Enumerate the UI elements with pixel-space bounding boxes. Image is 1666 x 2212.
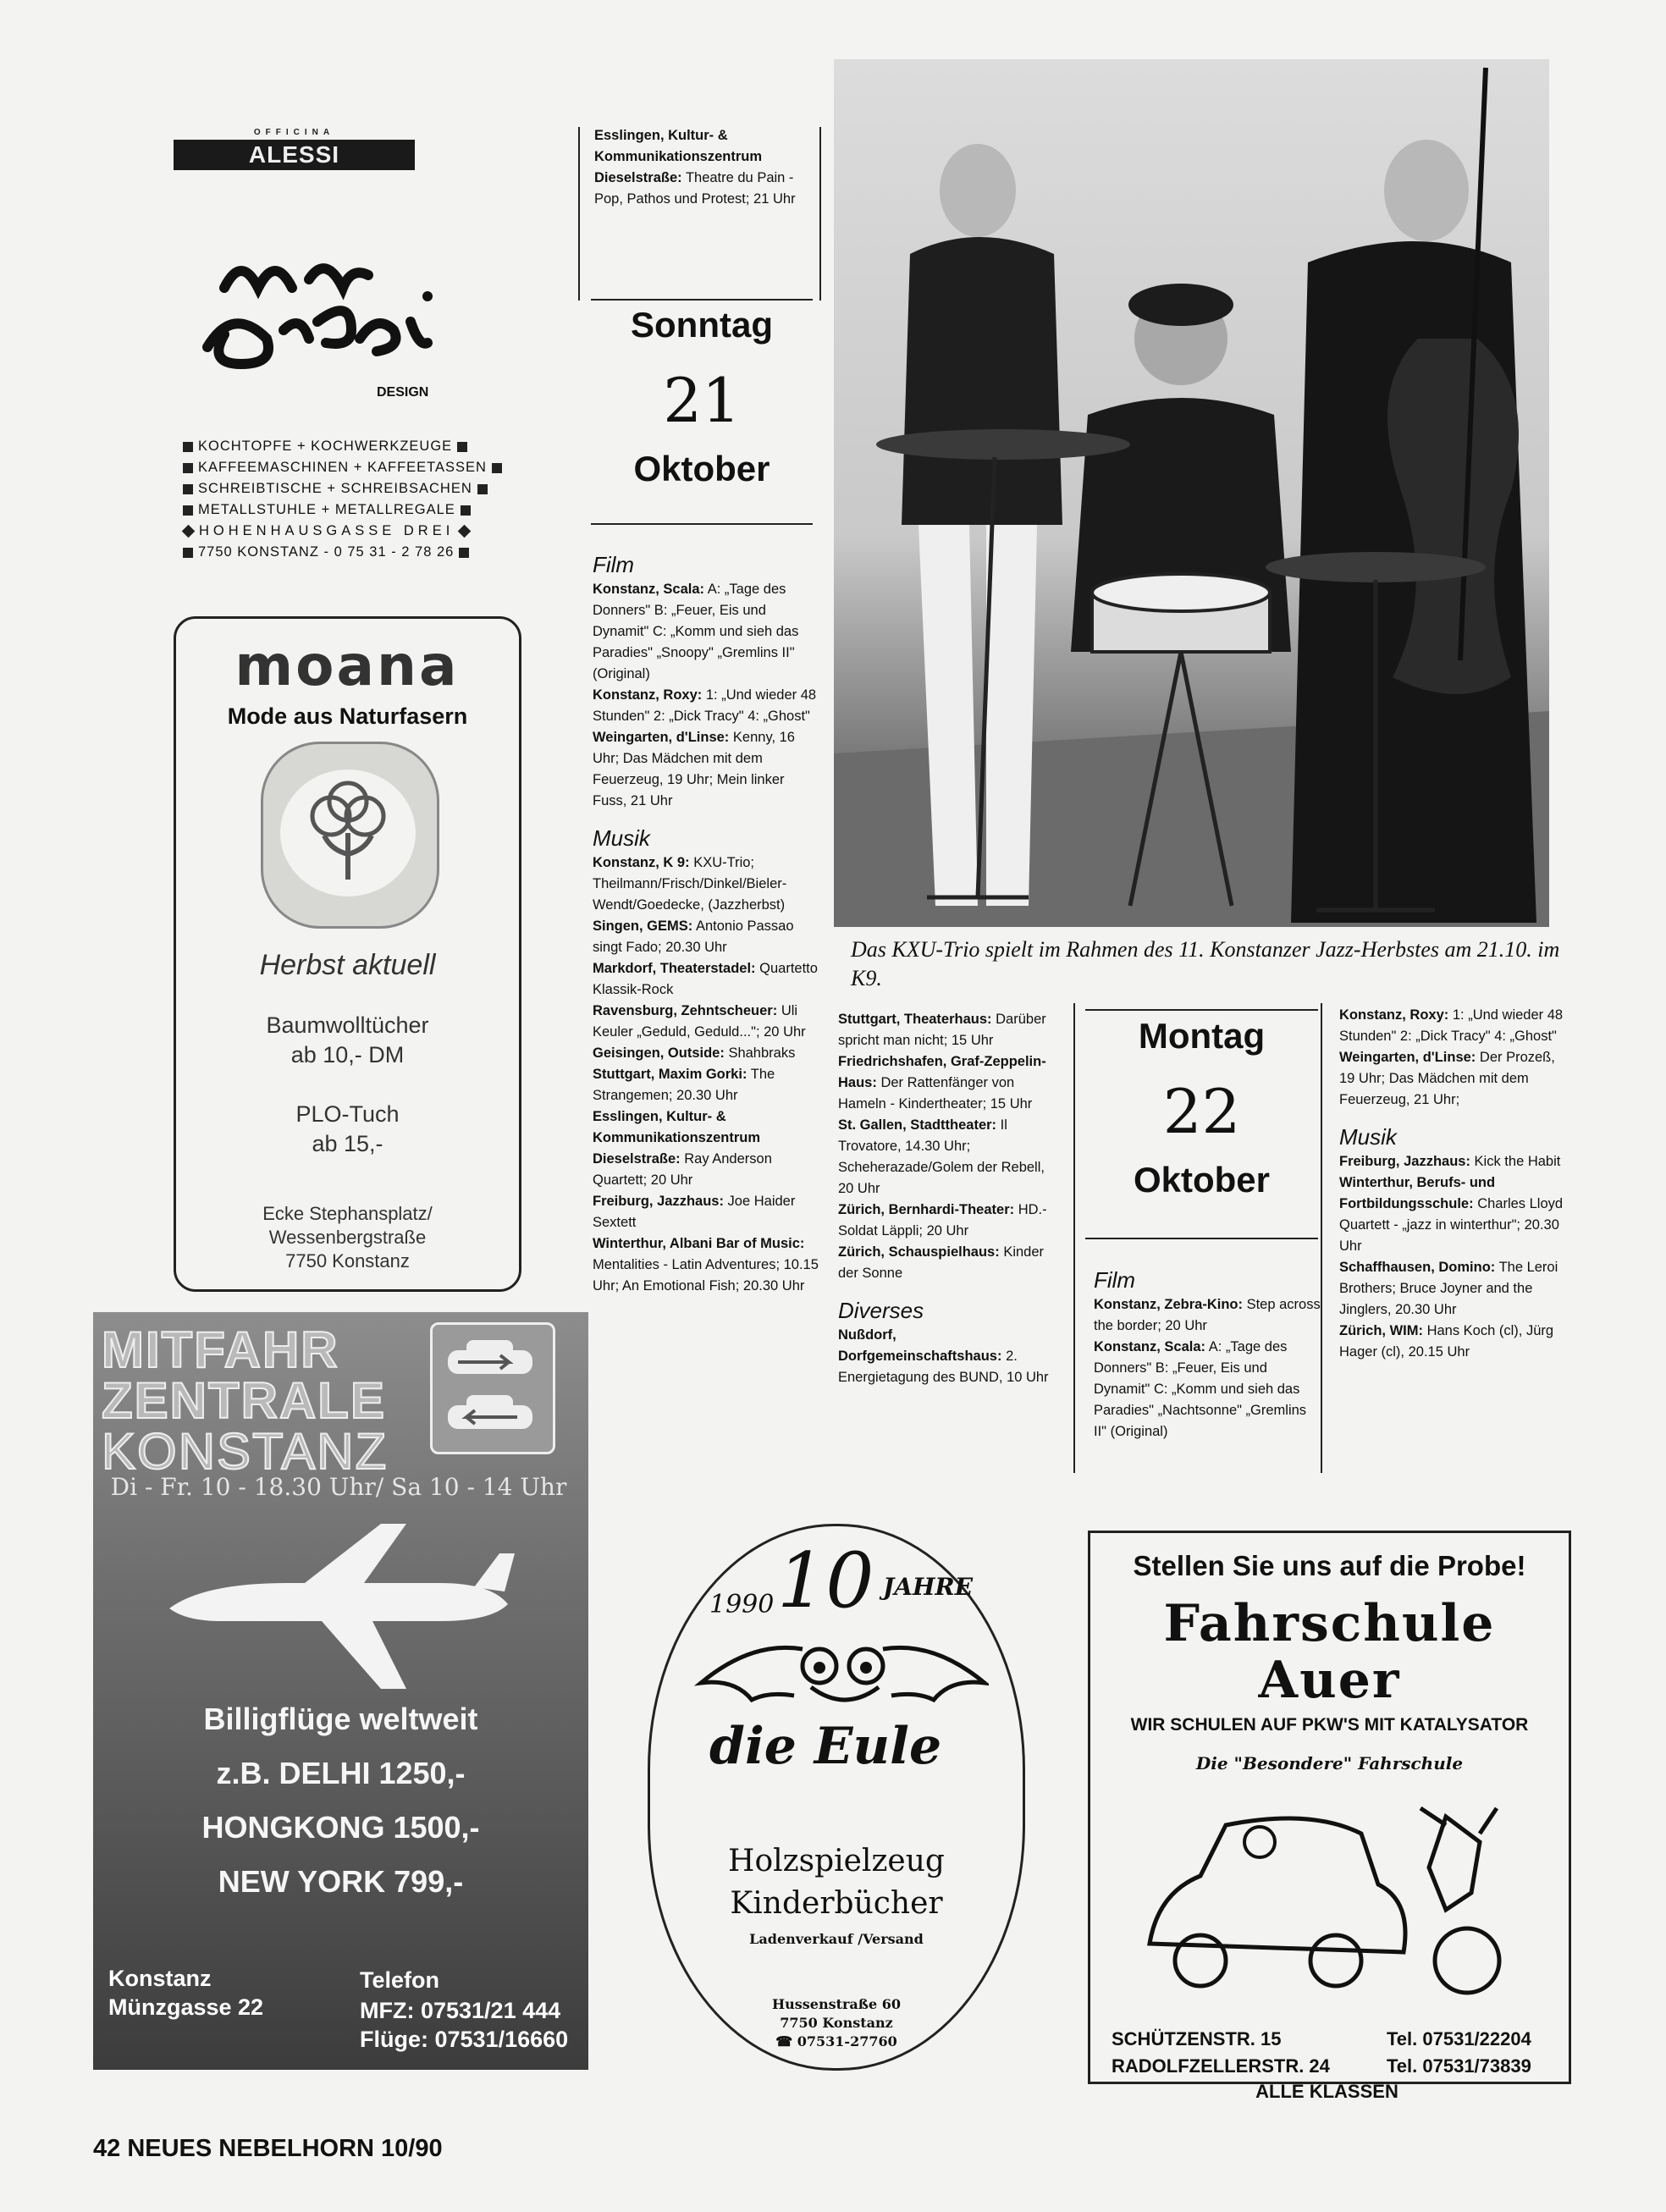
listing-entry: St. Gallen, Stadttheater: Il Trovatore, 14.30 Uhr; Scheherazade/Golem der Rebell, 20 Uhr	[838, 1117, 1045, 1196]
section-heading-film: Film	[593, 552, 635, 577]
eule-address: 7750 Konstanz	[780, 2015, 893, 2031]
listing-entry: Weingarten, d'Linse: Der Prozeß, 19 Uhr; Das Mädchen mit dem Feuerzeug, 21 Uhr;	[1339, 1050, 1555, 1107]
alessi-product-list	[178, 436, 507, 563]
listing-entry: Konstanz, Scala: A: „Tage des Donners" B: „Feuer, Eis und Dynamit" C: „Komm und sieh das Paradies" „Nachtsonne" „Gremlins II" (Original)	[1094, 1339, 1307, 1439]
fahrschule-slogan: WIR SCHULEN AUF PKW'S MIT KATALYSATOR	[1130, 1715, 1529, 1735]
listing-entry: Freiburg, Jazzhaus: Kick the Habit	[1339, 1154, 1561, 1169]
mitfahr-deal: NEW YORK 799,-	[218, 1864, 464, 1899]
listing-entry: Konstanz, Roxy: 1: „Und wieder 48 Stunden" 2: „Dick Tracy" 4: „Ghost"	[1339, 1007, 1564, 1044]
column-rule	[578, 127, 580, 301]
listing-entry: Konstanz, Scala: A: „Tage des Donners" B: „Feuer, Eis und Dynamit" C: „Komm und sieh das Paradies" „Snoopy" „Gremlins II" (Original)	[593, 582, 799, 681]
sunday-listings	[593, 550, 821, 1297]
page-footer: 42 NEUES NEBELHORN 10/90	[93, 2135, 443, 2162]
day-number: 21	[663, 365, 741, 436]
alessi-line: KAFFEEMASCHINEN + KAFFEETASSEN	[178, 457, 507, 478]
listing-entry: Schaffhausen, Domino: The Leroi Brothers; Bruce Joyner and the Jinglers, 20.30 Uhr	[1339, 1260, 1558, 1317]
listing-entry: Ravensburg, Zehntscheuer: Uli Keuler „Geduld, Geduld..."; 20 Uhr	[593, 1003, 806, 1040]
mitfahr-street: Münzgasse 22	[108, 1994, 264, 2020]
alessi-line: SCHREIBTISCHE + SCHREIBSACHEN	[178, 478, 507, 499]
eule-year: 1990	[709, 1590, 775, 1619]
mitfahr-tel-label: Telefon	[360, 1967, 439, 1993]
listing-entry: Stuttgart, Maxim Gorki: The Strangemen; 20.30 Uhr	[593, 1067, 775, 1103]
column-rule	[1073, 1003, 1075, 1473]
alessi-line: 7750 KONSTANZ - 0 75 31 - 2 78 26	[178, 542, 507, 563]
day-number: 22	[1162, 1076, 1241, 1147]
listing-entry: Nußdorf, Dorfgemeinschaftshaus: 2. Energietagung des BUND, 10 Uhr	[838, 1327, 1049, 1385]
intro-listing	[594, 125, 816, 210]
mitfahr-hours: Di - Fr. 10 - 18.30 Uhr/ Sa 10 - 14 Uhr	[110, 1473, 567, 1501]
fahrschule-footer: ALLE KLASSEN	[1255, 2081, 1398, 2102]
mitfahr-city: Konstanz	[108, 1966, 212, 1991]
moana-ad	[174, 616, 521, 1292]
listing-entry: Singen, GEMS: Antonio Passao singt Fado; 20.30 Uhr	[593, 918, 794, 955]
fahrschule-tagline: Die "Besondere" Fahrschule	[1195, 1753, 1464, 1773]
moana-offer-text: PLO-Tuch	[295, 1101, 400, 1127]
moana-offer-price: ab 15,-	[312, 1131, 383, 1156]
mitfahr-tel: MFZ: 07531/21 444	[360, 1998, 561, 2023]
moana-logo: moana	[234, 633, 460, 698]
section-heading-musik: Musik	[593, 825, 650, 851]
alessi-brand-top: OFFICINA	[253, 128, 335, 137]
cotton-plant-icon	[261, 742, 439, 929]
moana-headline: Herbst aktuell	[259, 949, 436, 981]
cartoon-car-icon	[1133, 1783, 1526, 2011]
column-rule	[819, 127, 821, 301]
fahrschule-headline: Stellen Sie uns auf die Probe!	[1133, 1550, 1526, 1581]
eule-line: Ladenverkauf /Versand	[749, 1931, 924, 1947]
weekday: Montag	[1138, 1016, 1266, 1056]
listing-entry: Konstanz, K 9: KXU-Trio; Theilmann/Frisch/Dinkel/Bieler-Wendt/Goedecke, (Jazzherbst)	[593, 855, 787, 913]
mitfahr-tel: Flüge: 07531/16660	[360, 2027, 569, 2052]
alessi-line: METALLSTUHLE + METALLREGALE	[178, 499, 507, 521]
photo-caption: Das KXU-Trio spielt im Rahmen des 11. Konstanzer Jazz-Herbstes am 21.10. im K9.	[851, 937, 1560, 990]
monday-listings-continued	[1339, 1005, 1568, 1363]
listing-entry: Konstanz, Zebra-Kino: Step across the border; 20 Uhr	[1094, 1297, 1321, 1333]
alessi-line: KOCHTOPFE + KOCHWERKZEUGE	[178, 436, 507, 457]
day-rule	[591, 523, 813, 525]
mitfahrzentrale-ad	[93, 1312, 588, 2070]
mitfahr-title: MITFAHR	[102, 1321, 339, 1378]
listing-entry: Friedrichshafen, Graf-Zeppelin-Haus: Der Rattenfänger von Hameln - Kindertheater; 15 Uhr	[838, 1054, 1046, 1112]
eule-ad	[648, 1524, 1025, 2071]
eule-ten: 10	[777, 1536, 874, 1625]
listing-entry: Stuttgart, Theaterhaus: Darüber spricht man nicht; 15 Uhr	[838, 1012, 1046, 1048]
day-header-sunday	[591, 303, 813, 491]
moana-subtitle: Mode aus Naturfasern	[227, 703, 468, 729]
listing-entry: Zürich, Bernhardi-Theater: HD.-Soldat Läppli; 20 Uhr	[838, 1202, 1047, 1238]
mitfahr-deal: HONGKONG 1500,-	[201, 1810, 480, 1845]
design-label: DESIGN	[377, 385, 429, 400]
fahrschule-phone: Tel. 07531/73839	[1387, 2055, 1531, 2077]
alessi-line: HOHENHAUSGASSE DREI	[178, 521, 507, 542]
moana-offer-text: Baumwolltücher	[266, 1012, 429, 1038]
listing-entry: Markdorf, Theaterstadel: Quartetto Klassik-Rock	[593, 961, 818, 997]
day-rule	[1085, 1009, 1318, 1011]
eule-phone: ☎ 07531-27760	[775, 2033, 897, 2049]
mitfahr-deal: z.B. DELHI 1250,-	[216, 1756, 466, 1790]
eule-brand: die Eule	[709, 1717, 942, 1776]
mitfahr-deal-title: Billigflüge weltweit	[203, 1702, 478, 1736]
moana-address: 7750 Konstanz	[285, 1250, 410, 1271]
moana-offer-price: ab 10,- DM	[290, 1042, 405, 1067]
listing-entry: Konstanz, Roxy: 1: „Und wieder 48 Stunden" 2: „Dick Tracy" 4: „Ghost"	[593, 687, 817, 724]
fahrschule-name: Auer	[1258, 1651, 1401, 1710]
day-rule	[1085, 1238, 1318, 1239]
weekday: Sonntag	[631, 305, 773, 345]
eule-address: Hussenstraße 60	[772, 1996, 901, 2012]
listing-entry: Weingarten, d'Linse: Kenny, 16 Uhr; Das Mädchen mit dem Feuerzeug, 19 Uhr; Mein linker Fuss, 21 Uhr	[593, 730, 795, 808]
day-header-monday	[1085, 1014, 1318, 1202]
listing-entry: Zürich, Schauspielhaus: Kinder der Sonne	[838, 1244, 1045, 1281]
fahrschule-phone: Tel. 07531/22204	[1387, 2028, 1531, 2049]
listing-entry: Esslingen, Kultur- & Kommunikationszentrum Dieselstraße: Theatre du Pain - Pop, Pathos und Protest; 21 Uhr	[594, 128, 796, 207]
car-icon	[430, 1322, 555, 1454]
listing-entry: Winterthur, Albani Bar of Music: Mentalities - Latin Adventures; 10.15 Uhr; An Emotional Fish; 20.30 Uhr	[593, 1236, 819, 1294]
listing-entry: Geisingen, Outside: Shahbraks	[593, 1045, 796, 1061]
month: Oktober	[1133, 1160, 1271, 1200]
mitfahr-title: ZENTRALE	[102, 1372, 386, 1429]
monday-listings	[1094, 1266, 1322, 1442]
airplane-icon	[152, 1515, 533, 1702]
month: Oktober	[633, 449, 770, 488]
fahrschule-ad	[1088, 1531, 1571, 2084]
alessi-logo	[174, 128, 415, 170]
fahrschule-name: Fahrschule	[1163, 1594, 1496, 1653]
eule-line: Kinderbücher	[730, 1886, 943, 1921]
fahrschule-address: SCHÜTZENSTR. 15	[1112, 2028, 1282, 2049]
nr-drei-script-logo	[190, 229, 478, 398]
alessi-brand: ALESSI	[248, 141, 340, 168]
fahrschule-address: RADOLFZELLERSTR. 24	[1112, 2055, 1330, 2077]
eule-jahre: JAHRE	[883, 1573, 974, 1601]
listing-entry: Freiburg, Jazzhaus: Joe Haider Sextett	[593, 1194, 796, 1230]
listing-entry: Winterthur, Berufs- und Fortbildungsschule: Charles Lloyd Quartett - „jazz in winterthur"; 20.30 Uhr	[1339, 1175, 1564, 1254]
eule-line: Holzspielzeug	[728, 1844, 945, 1878]
sunday-listings-continued	[838, 1009, 1062, 1388]
moana-address: Ecke Stephansplatz/	[262, 1203, 433, 1224]
mitfahr-title: KONSTANZ	[102, 1423, 389, 1480]
section-heading-diverses: Diverses	[838, 1298, 924, 1323]
moana-address: Wessenbergstraße	[268, 1227, 427, 1248]
kxu-trio-photo	[834, 59, 1549, 927]
section-heading-film: Film	[1094, 1267, 1136, 1293]
day-rule	[591, 299, 813, 301]
section-heading-musik: Musik	[1339, 1124, 1397, 1150]
listing-entry: Esslingen, Kultur- & Kommunikationszentrum Dieselstraße: Ray Anderson Quartett; 20 Uhr	[593, 1109, 772, 1188]
listing-entry: Zürich, WIM: Hans Koch (cl), Jürg Hager (cl), 20.15 Uhr	[1339, 1323, 1554, 1360]
